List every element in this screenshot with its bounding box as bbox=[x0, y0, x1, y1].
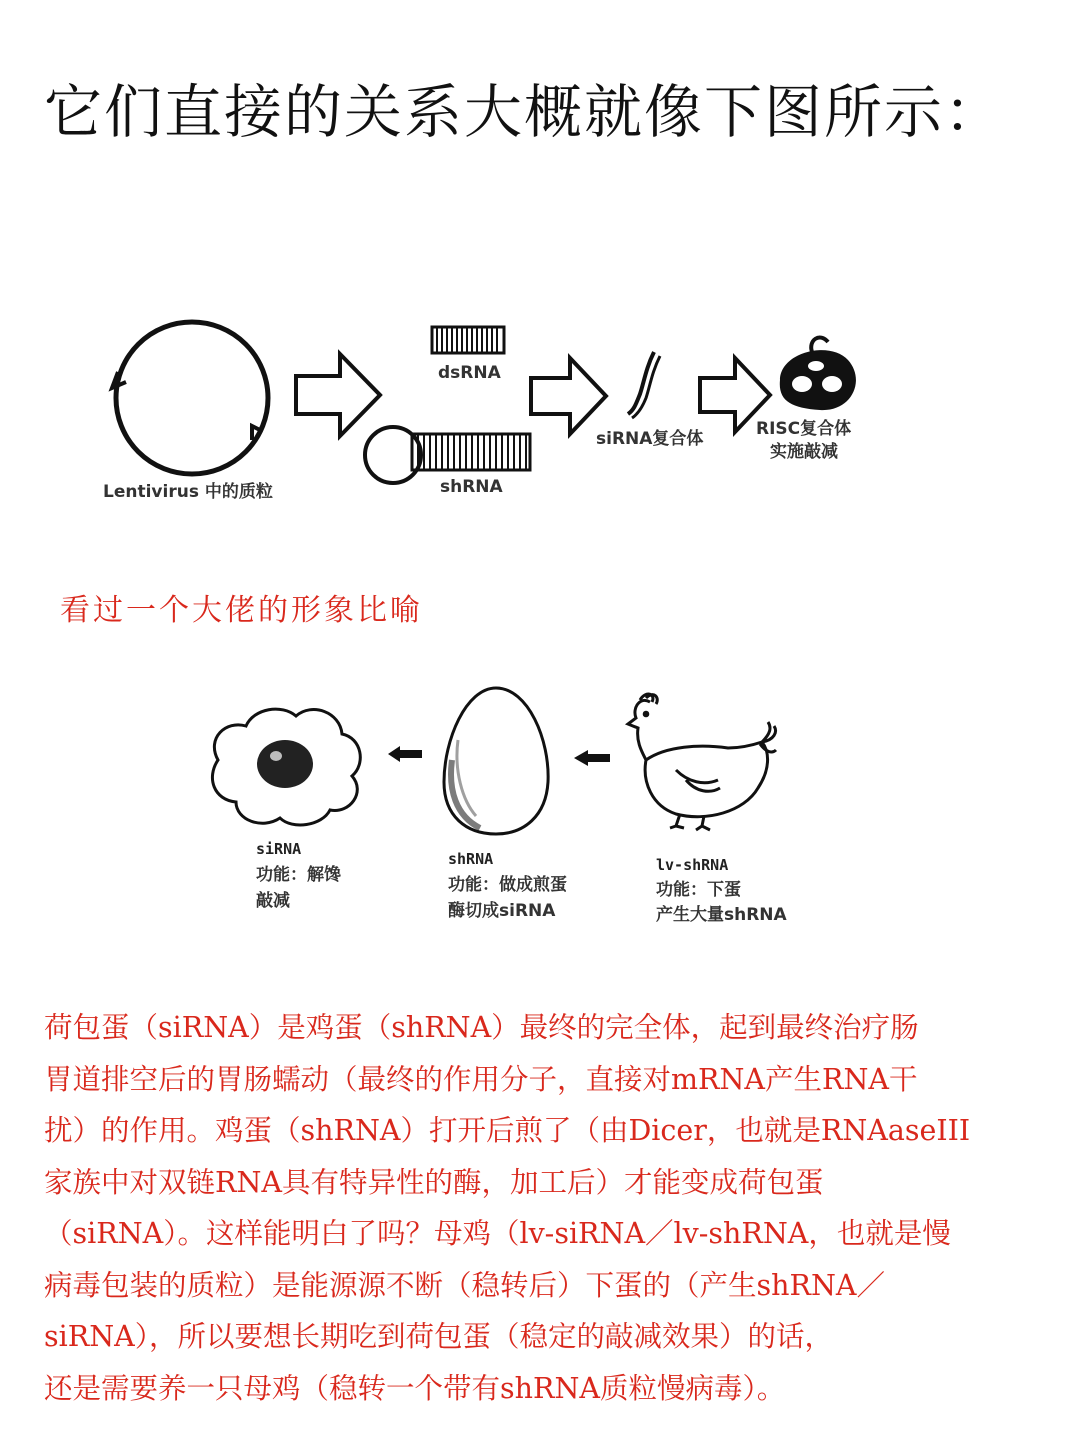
egg-icon bbox=[444, 688, 548, 834]
sirna-egg-function: 功能：解馋 bbox=[256, 865, 341, 885]
page-heading: 它们直接的关系大概就像下图所示： bbox=[44, 78, 1005, 146]
dsrna-ladder-icon bbox=[432, 327, 504, 353]
explanation-line: 病毒包装的质粒）是能源源不断（稳转后）下蛋的（产生shRNA／ bbox=[44, 1268, 885, 1302]
lv-shrna-title: lv-shRNA bbox=[656, 856, 729, 874]
sirna-egg-function-cont: 敲减 bbox=[256, 891, 290, 911]
explanation-line: siRNA），所以要想长期吃到荷包蛋（稳定的敲减效果）的话， bbox=[44, 1320, 833, 1353]
explanation-line: 还是需要养一只母鸡（稳转一个带有shRNA质粒慢病毒）。 bbox=[44, 1371, 786, 1405]
plasmid-circle-icon bbox=[112, 322, 268, 474]
risc-label-line1: RISC复合体 bbox=[756, 419, 852, 439]
lv-shrna-function-cont: 产生大量shRNA bbox=[656, 905, 787, 925]
shrna-egg-function: 功能：做成煎蛋 bbox=[448, 875, 567, 895]
arrow-left-icon bbox=[388, 746, 422, 762]
plasmid-label: Lentivirus 中的质粒 bbox=[103, 482, 273, 502]
hand-note: 看过一个大佬的形象比喻 bbox=[60, 593, 423, 628]
explanation-line: 家族中对双链RNA具有特异性的酶，加工后）才能变成荷包蛋 bbox=[44, 1165, 824, 1199]
explanation-line: 荷包蛋（siRNA）是鸡蛋（shRNA）最终的完全体，起到最终治疗肠 bbox=[44, 1011, 919, 1044]
fried-egg-icon bbox=[212, 709, 360, 825]
dsrna-label: dsRNA bbox=[438, 363, 501, 383]
hen-icon bbox=[628, 694, 776, 830]
arrow-left-icon bbox=[574, 750, 610, 766]
explanation-line: 扰）的作用。鸡蛋（shRNA）打开后煎了（由Dicer，也就是RNAaseIII bbox=[44, 1114, 971, 1147]
explanation-line: 胃道排空后的胃肠蠕动（最终的作用分子，直接对mRNA产生RNA干 bbox=[44, 1062, 918, 1096]
sirna-egg-title: siRNA bbox=[256, 840, 302, 858]
arrow-right-icon bbox=[296, 354, 380, 436]
arrow-right-icon bbox=[531, 358, 606, 434]
explanation-line: （siRNA）。这样能明白了吗？母鸡（lv-siRNA／lv-shRNA，也就是慢 bbox=[44, 1217, 951, 1250]
risc-complex-icon bbox=[780, 337, 856, 410]
shrna-label: shRNA bbox=[440, 477, 503, 497]
shrna-egg-title: shRNA bbox=[448, 850, 494, 868]
shrna-hairpin-icon bbox=[365, 427, 530, 483]
sirna-complex-label: siRNA复合体 bbox=[596, 429, 704, 449]
risc-label-line2: 实施敲减 bbox=[770, 442, 838, 462]
lv-shrna-function: 功能：下蛋 bbox=[656, 880, 741, 900]
sirna-strand-icon bbox=[628, 352, 660, 418]
explanation-text bbox=[44, 1002, 1044, 1414]
shrna-egg-function-cont: 酶切成siRNA bbox=[448, 901, 556, 921]
